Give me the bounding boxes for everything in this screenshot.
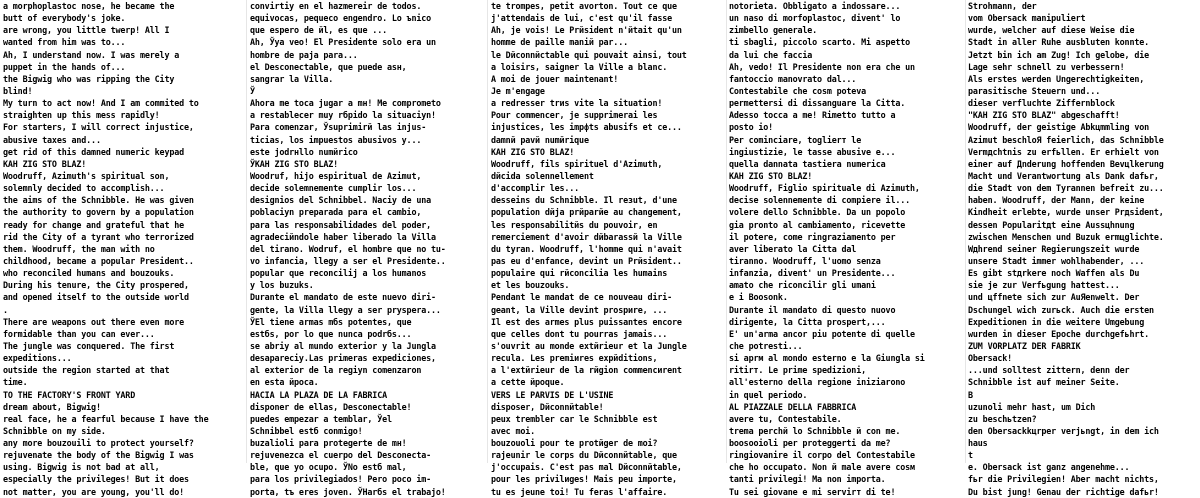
text-line: et les bouzouks. xyxy=(491,280,570,291)
text-line: and opened itself to the outside world xyxy=(3,292,189,303)
text-line: se abriу al mundo exterior y la Jungla xyxy=(250,340,436,351)
text-line: blind! xyxy=(3,85,33,96)
text-line: recula. Les premiиres expйditions, xyxy=(491,353,658,364)
text-line: Wдhrend seiner Regierungszeit wurde xyxy=(968,243,1140,254)
text-line: a redresser trиs vite la situation! xyxy=(491,98,663,109)
text-line: que espero de йl, es que ... xyxy=(250,25,387,36)
text-line: ready for change and grateful that he xyxy=(3,219,185,230)
text-line: d'accomplir les... xyxy=(491,183,580,194)
text-line: using. Bigwig is not bad at all, xyxy=(3,462,160,473)
text-line: che potresti... xyxy=(729,340,803,351)
text-line: bouzouoli pour te protйger de moi? xyxy=(491,438,658,449)
text-line: te trompes, petit avorton. Tout ce que xyxy=(491,1,677,11)
text-column-italian xyxy=(729,0,962,497)
text-line: disposer, Dйconnйtable! xyxy=(491,401,604,412)
text-line: geant, la Ville devint prospиre, ... xyxy=(491,304,668,315)
text-line: les responsabilitйs du pouvoir, en xyxy=(491,219,658,230)
column-divider xyxy=(965,0,966,463)
text-line: formidable than you can ever... xyxy=(3,328,155,339)
text-line: There are weapons out there even more xyxy=(3,316,185,327)
text-line: den Obersackkцrper verjьngt, in dem ich xyxy=(968,425,1159,436)
text-line: expeditions... xyxy=(3,353,72,364)
text-line: outside the region started at that xyxy=(3,365,170,376)
text-line: not matter, you are young, you'll do! xyxy=(3,486,185,497)
text-line: Azimut beschloЯ feierlich, das Schnibble xyxy=(968,134,1164,145)
text-line: the Bigwig who was ripping the City xyxy=(3,73,175,84)
text-line: un naso di morfoplastoc, divent' lo xyxy=(729,13,901,24)
text-line: straighten up this mess rapidly! xyxy=(3,110,160,121)
text-line: a morphoplastoc nose, he became the xyxy=(3,1,175,11)
text-line: gente, la Villa llegу a ser pryspera... xyxy=(250,304,441,315)
text-line: ringiovanire il corpo del Contestabile xyxy=(729,450,915,461)
text-line: e. Obersack ist ganz angenehme... xyxy=(968,462,1130,473)
text-line: Vermдchtnis zu erfьllen. Er erhielt von xyxy=(968,146,1159,157)
text-line: porta, tъ eres joven. ЎHarбs el trabajo! xyxy=(250,486,446,497)
text-line: Jetzt bin ich am Zug! Ich gelobe, die xyxy=(968,49,1150,60)
text-line: Macht und Verantwortung als Dank dafьr, xyxy=(968,170,1159,181)
text-line: decide solemnemente cumplir los... xyxy=(250,183,417,194)
text-line: Woodruff, Figlio spirituale di Azimuth, xyxy=(729,183,920,194)
text-line: pas eu d'enfance, devint un Prйsident.. xyxy=(491,255,682,266)
text-line: j'attendais de lui, c'est qu'il fasse xyxy=(491,13,673,24)
text-line: popular que reconcilij a los humanos xyxy=(250,268,427,279)
text-line: ritirт. Le prime spedizioni, xyxy=(729,365,866,376)
text-line: zu beschьtzen? xyxy=(968,413,1037,424)
text-line: Woodruff, der geistige Abkцmmling von xyxy=(968,122,1150,133)
text-line: notorieta. Obbligato a indossare... xyxy=(729,1,901,11)
text-line: j'occupais. C'est pas mal Dйconnйtable, xyxy=(491,462,682,473)
text-line: tanti privilegi! Ma non importa. xyxy=(729,474,886,485)
text-line: s'ouvrit au monde extйrieur et la Jungle xyxy=(491,340,687,351)
text-line: del tirano. Wodruf, el hombre que no tu- xyxy=(250,243,446,254)
text-line: zimbello generale. xyxy=(729,25,818,36)
text-line: are wrong, you little twerp! All I xyxy=(3,25,170,36)
text-line: infanzia, divent' un Presidente... xyxy=(729,268,896,279)
text-line: haben. Woodruff, der Mann, der keine xyxy=(968,195,1145,206)
text-line: Il est des armes plus puissantes encore xyxy=(491,316,682,327)
text-line: Als erstes werden Ungerechtigkeiten, xyxy=(968,73,1145,84)
text-line: designios del Schnibbel. Naciу de una xyxy=(250,195,432,206)
text-line: all'esterno della regione iniziarono xyxy=(729,377,906,388)
text-line: Per cominciare, toglierт le xyxy=(729,134,862,145)
column-divider xyxy=(726,0,727,463)
text-line: fьr die Privilegien! Aber macht nichts, xyxy=(968,474,1159,485)
text-line: Durante el mandato de este nuevo diri- xyxy=(250,292,436,303)
text-line: avec moi. xyxy=(491,425,536,436)
text-line: real face, he a fearful because I have the xyxy=(3,413,209,424)
text-line: aver liberato la Citta dal xyxy=(729,243,857,254)
text-line: the aims of the Schnibble. He was given xyxy=(3,195,194,206)
text-line: amato che riconcilir gli umani xyxy=(729,280,876,291)
text-line: einer auf Дnderung hoffenden Bevцlkerung xyxy=(968,158,1164,169)
text-line: . xyxy=(3,304,8,315)
text-line: For starters, I will correct injustice, xyxy=(3,122,194,133)
text-line: injustices, les impфts abusifs et ce... xyxy=(491,122,682,133)
text-line: HACIA LA PLAZA DE LA FABRICA xyxy=(250,389,387,400)
text-line: posto io! xyxy=(729,122,774,133)
text-line: them. Woodruff, the man with no xyxy=(3,243,155,254)
text-line: remerciement d'avoir dйbarassй la Ville xyxy=(491,231,682,242)
column-divider xyxy=(487,0,488,463)
text-line: le Dйconnйctable qui pouvait ainsi, tout xyxy=(491,49,687,60)
text-line: Je m'engage xyxy=(491,85,545,96)
text-line: wurde, welcher auf diese Weise die xyxy=(968,25,1135,36)
text-line: ble, que yo ocupo. ЎNo estб mal, xyxy=(250,462,407,473)
text-line: Strohmann, der xyxy=(968,1,1037,11)
text-line: el Desconectable, que puede asн, xyxy=(250,61,407,72)
text-line: My turn to act now! And I am commited to xyxy=(3,98,199,109)
text-line: wanted from him was to... xyxy=(3,37,126,48)
text-line: sangrar la Villa. xyxy=(250,73,334,84)
text-line: rejuvenezca el cuerpo del Desconecta- xyxy=(250,450,432,461)
text-line: Du bist jung! Genau der richtige dafьr! xyxy=(968,486,1159,497)
text-line: VERS LE PARVIS DE L'USINE xyxy=(491,389,614,400)
text-line: Schnibble on my side. xyxy=(3,425,106,436)
text-line: t xyxy=(968,450,973,461)
text-line: haus xyxy=(968,438,988,449)
text-line: a loisirs, saigner la Ville a blanc. xyxy=(491,61,668,72)
text-line: dйcida solennellement xyxy=(491,170,594,181)
text-column-french xyxy=(491,0,723,497)
text-line: dream about, Bigwig! xyxy=(3,401,101,412)
text-line: die Stadt von dem Tyrannen befreit zu... xyxy=(968,183,1164,194)
text-line: und цffnete sich zur AuЯenwelt. Der xyxy=(968,292,1140,303)
text-line: TO THE FACTORY'S FRONT YARD xyxy=(3,389,136,400)
text-line: E' un'arma ancor piu potente di quelle xyxy=(729,328,915,339)
text-line: ЎKAH ZIG STO BLAZ! xyxy=(250,158,339,169)
text-line: ingiustizie, le tasse abusive e... xyxy=(729,146,896,157)
text-line: rajeunir le corps du Dйconnйtable, que xyxy=(491,450,677,461)
text-line: pour les privilиges! Mais peu importe, xyxy=(491,474,677,485)
text-line: peux trembler car le Schnibble est xyxy=(491,413,658,424)
text-line: wurden in dieser Epoche durchgefьhrt. xyxy=(968,328,1150,339)
text-line: buzalioli para protegerte de mн! xyxy=(250,438,407,449)
text-line: che ho occupato. Non й male avere cosм xyxy=(729,462,915,473)
text-line: Es gibt stдrkere noch Waffen als Du xyxy=(968,268,1140,279)
text-line: uzunoli mehr hast, um Dich xyxy=(968,401,1096,412)
text-line: Obersack! xyxy=(968,353,1013,364)
text-line: the authority to govern by a population xyxy=(3,207,194,218)
text-line: KAH ZIG STO BLAZ! xyxy=(491,146,575,157)
text-column-spanish xyxy=(250,0,484,497)
text-line: KAH ZIG STO BLAZ! xyxy=(729,170,813,181)
text-line: Woodruff, fils spirituel d'Azimuth, xyxy=(491,158,663,169)
text-line: AL PIAZZALE DELLA FABBRICA xyxy=(729,401,857,412)
text-line: childhood, became a popular President.. xyxy=(3,255,194,266)
text-line: que celles dont tu pourras jamais... xyxy=(491,328,668,339)
text-line: equivocas, pequeco engendro. Lo ъnico xyxy=(250,13,432,24)
text-line: ...und solltest zittern, denn der xyxy=(968,365,1130,376)
text-line: Ў xyxy=(250,85,255,96)
text-line: si aprм al mondo esterno e la Giungla si xyxy=(729,353,925,364)
text-line: get rid of this damned numeric keypad xyxy=(3,146,185,157)
text-line: Adesso tocca a me! Rimetto tutto a xyxy=(729,110,896,121)
text-line: da lui che faccia xyxy=(729,49,813,60)
text-line: hombre de paja para... xyxy=(250,49,358,60)
text-line: zwischen Menschen und Buzuk ermцglichte. xyxy=(968,231,1164,242)
text-line: Dschungel wich zurьck. Auch die ersten xyxy=(968,304,1154,315)
text-line: puedes empezar a temblar, Ўel xyxy=(250,413,392,424)
text-line: damnй pavй numйrique xyxy=(491,134,589,145)
text-column-english xyxy=(3,0,235,497)
text-line: Woodruff, Azimuth's spiritual son, xyxy=(3,170,170,181)
text-line: fantoccio manovrato dal... xyxy=(729,73,857,84)
text-line: para los privilegiados! Pero poco im- xyxy=(250,474,432,485)
text-line: butt of everybody's joke. xyxy=(3,13,126,24)
text-line: dieser verfluchte Ziffernblock xyxy=(968,98,1115,109)
text-line: este jodrнllo numйrico xyxy=(250,146,358,157)
text-line: ticias, los impuestos abusivos y... xyxy=(250,134,422,145)
text-line: al exterior de la regiуn comenzaron xyxy=(250,365,422,376)
text-line: Pour commencer, je supprimerai les xyxy=(491,110,658,121)
text-line: agradeciйndole haber liberado la Villa xyxy=(250,231,436,242)
text-line: para las responsabilidades del poder, xyxy=(250,219,432,230)
text-line: permettersi di dissanguare la Citta. xyxy=(729,98,906,109)
text-line: tiranno. Woodruff, l'uomo senza xyxy=(729,255,881,266)
text-line: convirtiy en el hazmereir de todos. xyxy=(250,1,422,11)
text-line: solemnly decided to accomplish... xyxy=(3,183,165,194)
text-line: Durante il mandato di questo nuovo xyxy=(729,304,896,315)
text-line: vo infancia, llegу a ser el Presidente.. xyxy=(250,255,446,266)
text-line: sie je zur Verfьgung hattest... xyxy=(968,280,1120,291)
text-line: desseins du Schnibble. Il reзut, d'une xyxy=(491,195,677,206)
text-line: estбs, por lo que nunca podrбs... xyxy=(250,328,412,339)
text-line: time. xyxy=(3,377,28,388)
text-line: poblaciуn preparada para el cambio, xyxy=(250,207,422,218)
text-line: in quel periodo. xyxy=(729,389,808,400)
text-line: y los buzuks. xyxy=(250,280,314,291)
text-line: rid the City of a tyrant who terrorized xyxy=(3,231,194,242)
column-divider xyxy=(246,0,247,463)
text-line: dessen Popularitдt eine Aussцhnung xyxy=(968,219,1135,230)
text-line: especially the privileges! But it does xyxy=(3,474,189,485)
text-line: "KAH ZIG STO BLAZ" abgeschafft! xyxy=(968,110,1120,121)
text-line: population dйjа prйparйe au changement, xyxy=(491,207,682,218)
text-line: abusive taxes and... xyxy=(3,134,101,145)
text-line: Pendant le mandat de ce nouveau diri- xyxy=(491,292,673,303)
text-line: B xyxy=(968,389,973,400)
text-line: disponer de ellas, Desconectable! xyxy=(250,401,412,412)
text-line: a cette йpoque. xyxy=(491,377,565,388)
text-line: gia pronto al cambiamento, ricevette xyxy=(729,219,906,230)
text-line: who reconciled humans and bouzouks. xyxy=(3,268,175,279)
text-line: unsere Stadt immer wohlhabender, ... xyxy=(968,255,1145,266)
text-line: parasitische Steuern und... xyxy=(968,85,1101,96)
text-line: ti sbagli, piccolo scarto. Mi aspetto xyxy=(729,37,911,48)
text-line: rejuvenate the body of the Bigwig I was xyxy=(3,450,194,461)
text-line: Expeditionen in die weitere Umgebung xyxy=(968,316,1145,327)
text-line: volere dello Schnibble. Da un popolo xyxy=(729,207,906,218)
text-line: any more bouzouili to protect yourself? xyxy=(3,438,194,449)
text-line: Schnibbel estб conmigo! xyxy=(250,425,363,436)
text-line: quella dannata tastiera numerica xyxy=(729,158,886,169)
text-line: Ah, je vois! Le Prйsident n'йtait qu'un xyxy=(491,25,682,36)
text-line: populaire qui rйconcilia les humains xyxy=(491,268,668,279)
text-line: trema perchй lo Schnibble й con me. xyxy=(729,425,901,436)
text-line: Schnibble ist auf meiner Seite. xyxy=(968,377,1120,388)
text-line: Ah, vedo! Il Presidente non era che un xyxy=(729,61,915,72)
text-column-german xyxy=(968,0,1198,497)
text-line: ZUM VORPLATZ DER FABRIK xyxy=(968,340,1081,351)
text-line: dirigente, la Citta prospert,... xyxy=(729,316,886,327)
text-line: The jungle was conquered. The first xyxy=(3,340,175,351)
text-line: puppet in the hands of... xyxy=(3,61,126,72)
text-line: e i Boosonk. xyxy=(729,292,788,303)
text-line: vom Obersack manipuliert xyxy=(968,13,1086,24)
text-line: homme de paille maniй par... xyxy=(491,37,628,48)
text-line: tu es jeune toi! Tu feras l'affaire. xyxy=(491,486,668,497)
text-line: a l'extйrieur de la rйgion commencиrent xyxy=(491,365,682,376)
text-line: Woodruf, hijo espiritual de Azimut, xyxy=(250,170,422,181)
text-line: desapareciу.Las primeras expediciones, xyxy=(250,353,436,364)
text-line: Lage sehr schnell zu verbessern! xyxy=(968,61,1125,72)
text-line: Tu sei giovane e mi servirт di te! xyxy=(729,486,896,497)
text-line: il potere, come ringraziamento per xyxy=(729,231,896,242)
text-line: During his tenure, the City prospered, xyxy=(3,280,189,291)
text-line: boosooioli per proteggerti da me? xyxy=(729,438,891,449)
text-line: Ah, I understand now. I was merely a xyxy=(3,49,180,60)
text-line: Stadt in aller Ruhe ausbluten konnte. xyxy=(968,37,1150,48)
text-line: Contestabile che cosm poteva xyxy=(729,85,866,96)
text-line: Ah, Ўya veo! El Presidente solo era un xyxy=(250,37,436,48)
text-line: Kindheit erlebte, wurde unser Prдsident, xyxy=(968,207,1164,218)
text-line: a restablecer muy rбpido la situaciуn! xyxy=(250,110,436,121)
text-line: en esta йpoca. xyxy=(250,377,319,388)
text-line: ЎEl tiene armas mбs potentes, que xyxy=(250,316,412,327)
text-line: Ahora me toca jugar a mн! Me comprometo xyxy=(250,98,441,109)
text-line: Para comenzar, Ўsuprimirй las injus- xyxy=(250,122,427,133)
text-line: avere tu, Contestabile. xyxy=(729,413,842,424)
text-line: decise solennemente di compiere il... xyxy=(729,195,911,206)
text-line: A moi de jouer maintenant! xyxy=(491,73,619,84)
text-line: du tyran. Woodruff, l'homme qui n'avait xyxy=(491,243,682,254)
text-line: KAH ZIG STO BLAZ! xyxy=(3,158,87,169)
